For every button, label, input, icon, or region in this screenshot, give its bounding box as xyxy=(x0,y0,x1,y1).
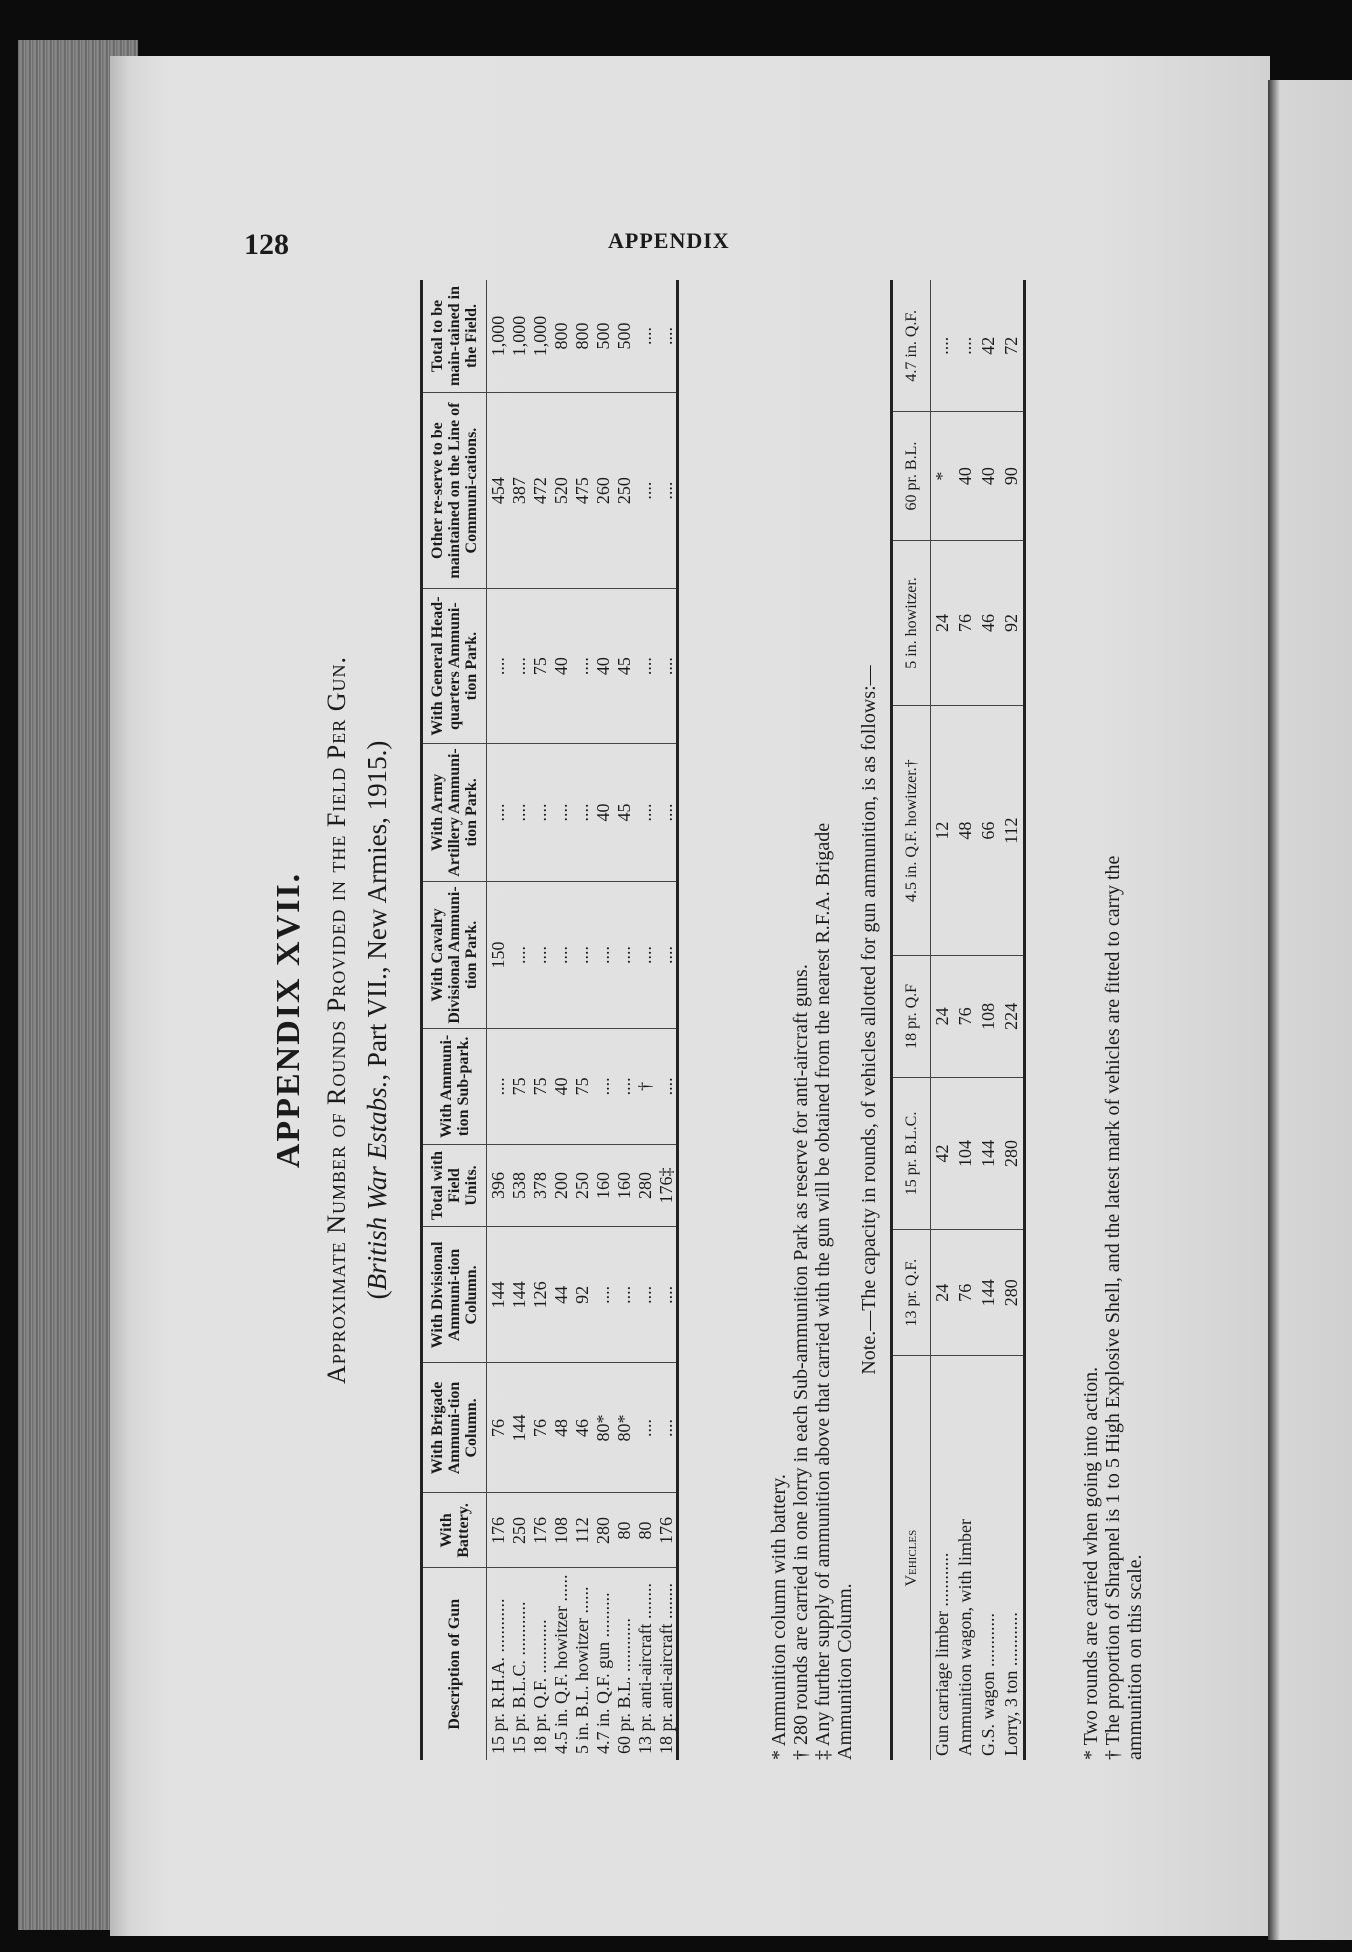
table-row xyxy=(1000,280,1025,1760)
table-cell: 800 xyxy=(550,280,571,393)
appendix-source xyxy=(362,280,393,1760)
table-row xyxy=(634,280,655,1760)
table-cell: 472 xyxy=(529,393,550,589)
table-cell: .... xyxy=(655,280,678,393)
footnote-line: * Two rounds are carried when going into action. xyxy=(1080,1366,1102,1760)
table-cell: 108 xyxy=(977,956,1000,1078)
table-cell: 66 xyxy=(977,706,1000,956)
column-header: 4.7 in. Q.F. xyxy=(892,280,931,412)
column-header: With Cavalry Divisional Ammuni-tion Park. xyxy=(422,881,487,1028)
column-header: 13 pr. Q.F. xyxy=(892,1230,931,1356)
table-cell: .... xyxy=(487,589,509,744)
table-cell: 378 xyxy=(529,1144,550,1227)
table-cell: .... xyxy=(634,280,655,393)
table-cell: .... xyxy=(655,744,678,882)
table-cell: 40 xyxy=(977,412,1000,540)
table-cell: 48 xyxy=(550,1363,571,1493)
table-row xyxy=(592,280,613,1760)
table-cell: 44 xyxy=(550,1227,571,1363)
table-cell: .... xyxy=(613,881,634,1028)
table-cell: 40 xyxy=(550,589,571,744)
note-line: * Ammunition column with battery. xyxy=(768,1474,790,1760)
source-rest: , Part VII., New Armies, 1915.) xyxy=(362,740,392,1081)
table-cell: 92 xyxy=(1000,540,1025,706)
table-cell: 108 xyxy=(550,1493,571,1568)
table-cell: 92 xyxy=(571,1227,592,1363)
vehicles-table-body xyxy=(931,280,1025,1760)
table-cell: 144 xyxy=(508,1227,529,1363)
table-cell: .... xyxy=(508,589,529,744)
table-cell: 280 xyxy=(634,1144,655,1227)
vehicle-name: G.S. wagon ............ xyxy=(978,1613,998,1756)
table-cell: .... xyxy=(487,1029,509,1145)
table-cell: 40 xyxy=(592,744,613,882)
table-cell: 75 xyxy=(571,1029,592,1145)
table-cell: .... xyxy=(634,589,655,744)
table-cell: 250 xyxy=(613,393,634,589)
table-cell: 396 xyxy=(487,1144,509,1227)
table-cell: 280 xyxy=(1000,1077,1025,1229)
table-cell: 24 xyxy=(931,956,955,1078)
vehicle-name: Ammunition wagon, with limber xyxy=(955,1519,975,1756)
table-cell: .... xyxy=(931,280,955,412)
table-row xyxy=(487,280,509,1760)
table-cell: 1,000 xyxy=(529,280,550,393)
table-row xyxy=(613,280,634,1760)
vehicles-table-header xyxy=(892,280,931,1760)
table-cell: .... xyxy=(634,744,655,882)
table-cell: 24 xyxy=(931,540,955,706)
column-header: 4.5 in. Q.F. howitzer.† xyxy=(892,706,931,956)
table-cell: 250 xyxy=(508,1493,529,1568)
note-line: ‡ Any further supply of ammunition above that carried with the gun will be obtained from the nearest R.F.A. Brigade xyxy=(812,822,834,1760)
table-cell: 46 xyxy=(571,1363,592,1493)
table-cell: .... xyxy=(571,589,592,744)
appendix-title: APPENDIX XVII. xyxy=(270,871,307,1169)
column-header: With Battery. xyxy=(422,1493,487,1568)
column-header: 18 pr. Q.F xyxy=(892,956,931,1078)
table-cell: 75 xyxy=(529,589,550,744)
rotated-content xyxy=(270,280,1170,1760)
table-cell: 40 xyxy=(550,1029,571,1145)
note-line: Ammunition Column. xyxy=(834,1583,856,1760)
table-cell: 80* xyxy=(592,1363,613,1493)
column-header: Total to be main-tained in the Field. xyxy=(422,280,487,393)
table-cell: .... xyxy=(954,280,977,412)
column-header: 60 pr. B.L. xyxy=(892,412,931,540)
column-header: With Ammuni-tion Sub-park. xyxy=(422,1029,487,1145)
table-cell: 280 xyxy=(592,1493,613,1568)
table-row xyxy=(571,280,592,1760)
table-cell: 250 xyxy=(571,1144,592,1227)
table-cell: 126 xyxy=(529,1227,550,1363)
table-cell: 280 xyxy=(1000,1230,1025,1356)
table-cell: 72 xyxy=(1000,280,1025,412)
table-cell: 76 xyxy=(954,956,977,1078)
table-cell: 24 xyxy=(931,1230,955,1356)
table-cell: 76 xyxy=(954,540,977,706)
gun-description: 18 pr. anti-aircraft ........ xyxy=(656,1583,676,1754)
table-cell: 260 xyxy=(592,393,613,589)
gun-description: 4.5 in. Q.F. howitzer ...... xyxy=(551,1574,571,1754)
column-header: With Brigade Ammuni-tion Column. xyxy=(422,1363,487,1493)
table-cell: 1,000 xyxy=(508,280,529,393)
table-cell: 144 xyxy=(508,1363,529,1493)
table-cell: 160 xyxy=(592,1144,613,1227)
column-header: 15 pr. B.L.C. xyxy=(892,1077,931,1229)
table-cell: .... xyxy=(529,744,550,882)
table-cell: 144 xyxy=(487,1227,509,1363)
vehicle-name: Lorry, 3 ton ............ xyxy=(1001,1612,1021,1756)
column-header: 5 in. howitzer. xyxy=(892,540,931,706)
table-cell: .... xyxy=(655,589,678,744)
table-cell: 40 xyxy=(954,412,977,540)
gun-description: 5 in. B.L. howitzer ...... xyxy=(572,1586,592,1754)
table-cell: 104 xyxy=(954,1077,977,1229)
gun-description: 18 pr. Q.F. ............ xyxy=(530,1619,550,1754)
table-cell: 76 xyxy=(487,1363,509,1493)
table-cell: .... xyxy=(571,744,592,882)
table-row xyxy=(954,280,977,1760)
gun-description: 4.7 in. Q.F. gun .......... xyxy=(593,1592,613,1754)
gun-description: 60 pr. B.L. ............ xyxy=(614,1617,634,1754)
table-cell: .... xyxy=(550,881,571,1028)
table-cell: 500 xyxy=(592,280,613,393)
column-header: With General Head-quarters Ammuni-tion Park. xyxy=(422,589,487,744)
table-cell: .... xyxy=(613,1029,634,1145)
column-header: Other re-serve to be maintained on the Line of Communi-cations. xyxy=(422,393,487,589)
vehicles-table xyxy=(890,280,1026,1760)
table-cell: 144 xyxy=(977,1230,1000,1356)
table-cell: .... xyxy=(655,1029,678,1145)
rounds-table xyxy=(420,280,679,1760)
gun-description: 13 pr. anti-aircraft ........ xyxy=(635,1583,655,1754)
table-cell: .... xyxy=(655,1363,678,1493)
vehicle-note: Note.—The capacity in rounds, of vehicles allotted for gun ammunition, is as follows:— xyxy=(858,665,880,1375)
appendix-subtitle: Approximate Number of Rounds Provided in the Field Per Gun. xyxy=(322,655,351,1385)
table-cell: 150 xyxy=(487,881,509,1028)
source-italic: British War Estabs. xyxy=(362,1080,392,1291)
table-cell: .... xyxy=(655,881,678,1028)
table-cell: 42 xyxy=(977,280,1000,412)
table-cell: .... xyxy=(592,881,613,1028)
running-title: APPENDIX xyxy=(608,228,730,253)
table-cell: 76 xyxy=(954,1230,977,1356)
table-cell: 112 xyxy=(571,1493,592,1568)
table-cell: 40 xyxy=(592,589,613,744)
column-header: With Divisional Ammuni-tion Column. xyxy=(422,1227,487,1363)
gun-description: 15 pr. B.L.C. ............ xyxy=(509,1601,529,1754)
table-cell: 80* xyxy=(613,1363,634,1493)
vehicle-name: Gun carriage limber ............ xyxy=(932,1552,952,1756)
table-cell: .... xyxy=(634,393,655,589)
footnotes xyxy=(1080,280,1146,1760)
table-cell: .... xyxy=(571,881,592,1028)
table-cell: .... xyxy=(508,881,529,1028)
footnote-line: † The proportion of Shrapnel is 1 to 5 High Explosive Shell, and the latest mark of vehicles are fitted to carry the xyxy=(1102,855,1124,1760)
table-cell: .... xyxy=(655,1227,678,1363)
table-cell: 800 xyxy=(571,280,592,393)
table-cell: 144 xyxy=(977,1077,1000,1229)
column-header: Total with Field Units. xyxy=(422,1144,487,1227)
footnote-line: ammunition on this scale. xyxy=(1124,1554,1146,1760)
table-cell: 475 xyxy=(571,393,592,589)
table-cell: .... xyxy=(655,393,678,589)
page-header xyxy=(244,228,1244,268)
table-cell: 48 xyxy=(954,706,977,956)
table-row xyxy=(508,280,529,1760)
table-row xyxy=(550,280,571,1760)
table-cell: .... xyxy=(634,881,655,1028)
table-row xyxy=(931,280,955,1760)
table-cell: 176 xyxy=(529,1493,550,1568)
table-cell: 176 xyxy=(487,1493,509,1568)
table-cell: 176‡ xyxy=(655,1144,678,1227)
table-cell: 76 xyxy=(529,1363,550,1493)
table-cell: 538 xyxy=(508,1144,529,1227)
table-cell: 176 xyxy=(655,1493,678,1568)
table-row xyxy=(529,280,550,1760)
table-cell: .... xyxy=(592,1227,613,1363)
table-notes xyxy=(768,280,856,1760)
table-cell: 224 xyxy=(1000,956,1025,1078)
table-cell: .... xyxy=(508,744,529,882)
table-cell: .... xyxy=(592,1029,613,1145)
facing-page-edge xyxy=(1268,80,1352,1940)
table-cell: 200 xyxy=(550,1144,571,1227)
table-cell: .... xyxy=(634,1227,655,1363)
table-cell: 454 xyxy=(487,393,509,589)
table-cell: 75 xyxy=(529,1029,550,1145)
table-cell: 80 xyxy=(613,1493,634,1568)
table-cell: .... xyxy=(550,744,571,882)
table-cell: 500 xyxy=(613,280,634,393)
table-cell: 90 xyxy=(1000,412,1025,540)
table-cell: 520 xyxy=(550,393,571,589)
table-cell: 387 xyxy=(508,393,529,589)
table-cell: 80 xyxy=(634,1493,655,1568)
table-cell: .... xyxy=(529,881,550,1028)
table-cell: 112 xyxy=(1000,706,1025,956)
table-cell: 1,000 xyxy=(487,280,509,393)
table-cell: 45 xyxy=(613,744,634,882)
rounds-table-body xyxy=(487,280,678,1760)
table-cell: 42 xyxy=(931,1077,955,1229)
source-open: ( xyxy=(362,1290,392,1300)
column-header: Vehicles xyxy=(892,1356,931,1760)
column-header: Description of Gun xyxy=(422,1568,487,1760)
table-cell: .... xyxy=(634,1363,655,1493)
table-cell: 45 xyxy=(613,589,634,744)
table-cell: .... xyxy=(613,1227,634,1363)
note-line: † 280 rounds are carried in one lorry in each Sub-ammunition Park as reserve for anti-aircraft guns. xyxy=(790,964,812,1760)
table-cell: .... xyxy=(487,744,509,882)
table-cell: 160 xyxy=(613,1144,634,1227)
gun-description: 15 pr. R.H.A. ............ xyxy=(488,1598,508,1754)
table-row xyxy=(655,280,678,1760)
table-cell: 12 xyxy=(931,706,955,956)
table-cell: * xyxy=(931,412,955,540)
table-cell: 46 xyxy=(977,540,1000,706)
rounds-table-header xyxy=(422,280,487,1760)
column-header: With Army Artillery Ammuni-tion Park. xyxy=(422,744,487,882)
table-row xyxy=(977,280,1000,1760)
page-number: 128 xyxy=(244,228,289,261)
table-cell: † xyxy=(634,1029,655,1145)
table-cell: 75 xyxy=(508,1029,529,1145)
